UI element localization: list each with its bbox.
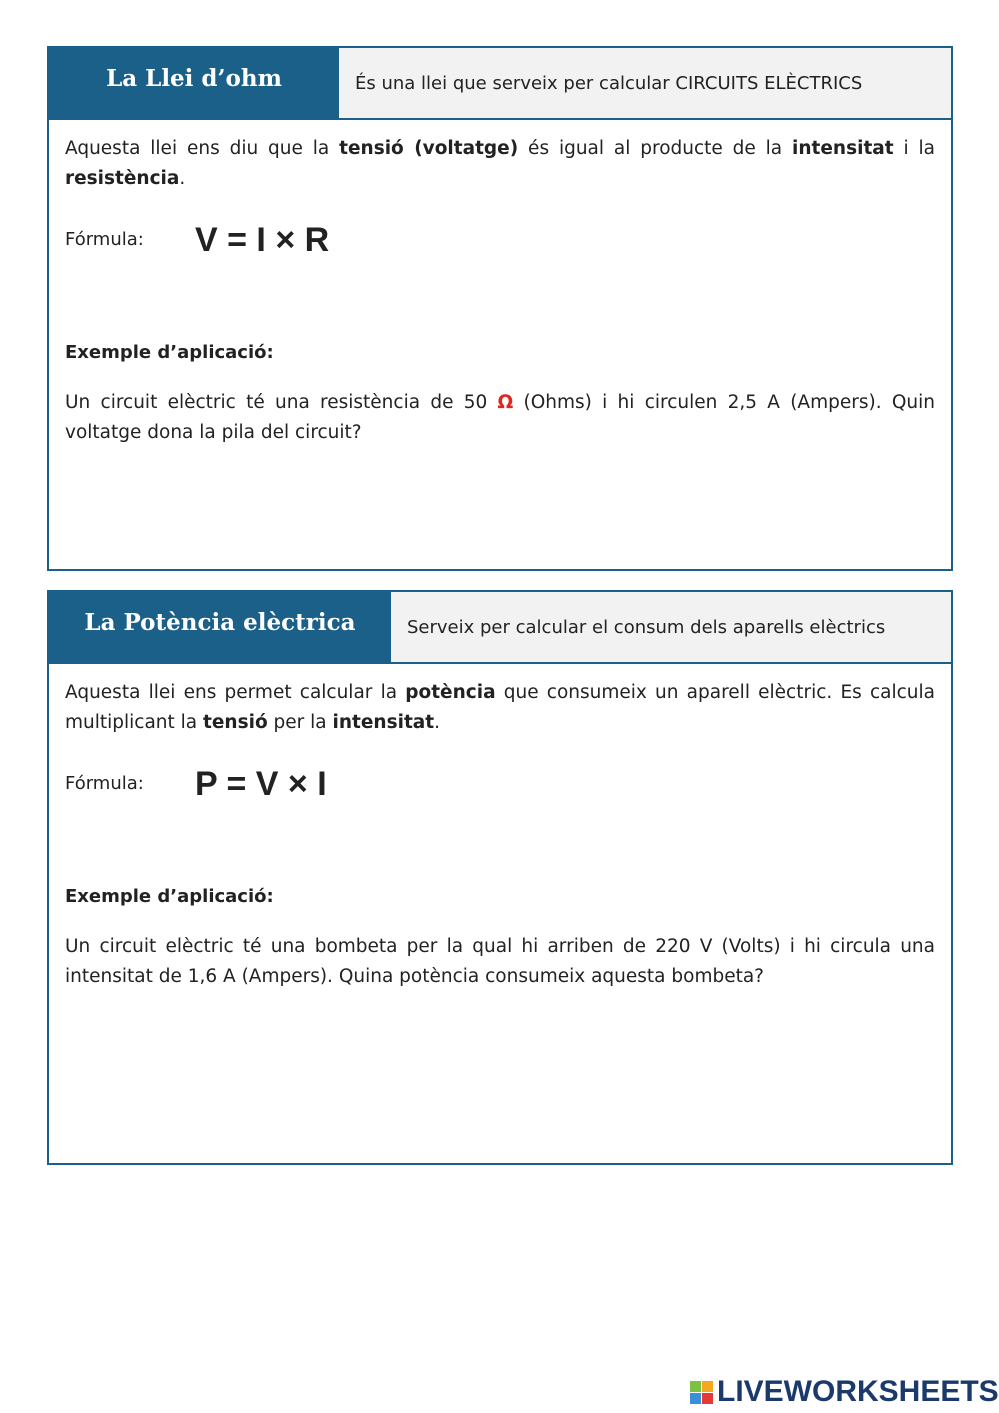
- card-title: La Llei d’ohm: [49, 48, 339, 118]
- description: Aquesta llei ens permet calcular la potència que consumeix un aparell elèctric. Es calcula multiplicant la tensió per la intensitat.: [65, 682, 935, 733]
- example-text: Un circuit elèctric té una bombeta per la qual hi arriben de 220 V (Volts) i hi circula una intensitat de 1,6 A (Ampers). Quina potència consumeix aquesta bombeta?: [65, 936, 935, 987]
- formula-label: Fórmula:: [65, 229, 144, 250]
- logo-text: LIVEWORKSHEETS: [717, 1375, 999, 1408]
- example-text: Un circuit elèctric té una resistència de 50 Ω (Ohms) i hi circulen 2,5 A (Ampers). Quin voltatge dona la pila del circuit?: [65, 392, 935, 443]
- formula: V = I × R: [195, 221, 330, 259]
- card-subtitle: És una llei que serveix per calcular CIRCUITS ELÈCTRICS: [339, 48, 951, 118]
- card-subtitle: Serveix per calcular el consum dels aparells elèctrics: [391, 592, 951, 662]
- example-title: Exemple d’aplicació:: [65, 342, 274, 363]
- card-header: [49, 48, 951, 120]
- card-header: [49, 592, 951, 664]
- card-ohms-law: [47, 46, 953, 571]
- formula-label: Fórmula:: [65, 773, 144, 794]
- example-title: Exemple d’aplicació:: [65, 886, 274, 907]
- formula: P = V × I: [195, 765, 327, 803]
- description: Aquesta llei ens diu que la tensió (voltatge) és igual al producte de la intensitat i la resistència.: [65, 138, 936, 189]
- liveworksheets-logo: [690, 1375, 999, 1409]
- card-title: La Potència elèctrica: [49, 592, 391, 662]
- card-electric-power: [47, 590, 953, 1165]
- logo-icon: [690, 1381, 713, 1404]
